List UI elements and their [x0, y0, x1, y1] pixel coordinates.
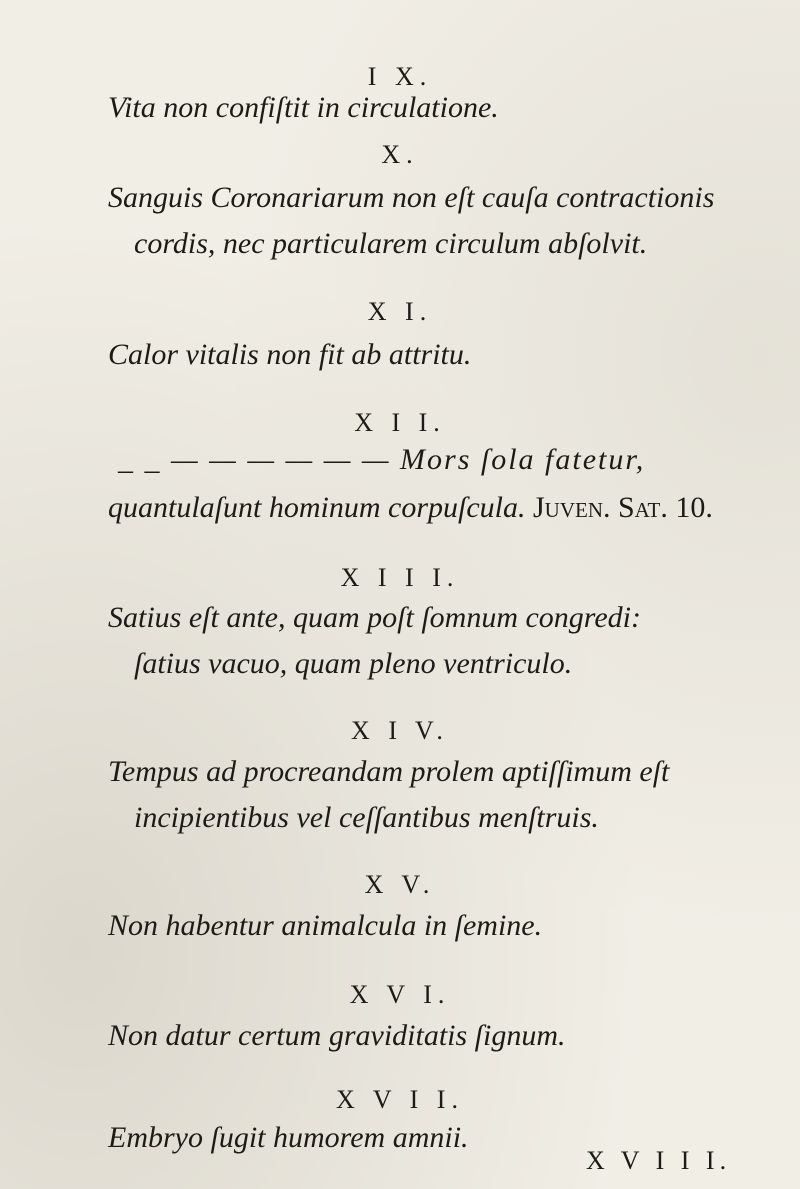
citation: Juven. Sat. 10. [532, 491, 713, 524]
section-numeral: X V. [364, 870, 436, 899]
thesis-line: Tempus ad procreandam prolem aptiſſimum eſt [108, 755, 670, 788]
thesis-line [108, 490, 713, 526]
section-numeral: X I I I. [340, 563, 460, 592]
thesis-line: _ _ — — — — — — Mors ſola fatetur, [118, 443, 646, 476]
thesis-line: incipientibus vel ceſſantibus menſtruis. [134, 801, 599, 834]
section-numeral: X. [381, 140, 419, 169]
catchword: X V I I I. [586, 1146, 732, 1175]
thesis-line: Non habentur animalcula in ſemine. [108, 909, 543, 942]
section-numeral: I X. [367, 62, 433, 91]
section-numeral: X V I I. [336, 1085, 464, 1114]
thesis-line: cordis, nec particularem circulum abſolvit. [134, 227, 648, 260]
section-numeral: X I I. [354, 408, 446, 437]
thesis-line: Embryo ſugit humorem amnii. [108, 1121, 469, 1154]
section-numeral: X I V. [351, 716, 449, 745]
thesis-line: Sanguis Coronariarum non eſt cauſa contractionis [108, 181, 715, 214]
thesis-line: Calor vitalis non fit ab attritu. [108, 338, 472, 371]
thesis-line: Satius eſt ante, quam poſt ſomnum congredi: [108, 601, 641, 634]
section-numeral: X I. [367, 297, 433, 326]
thesis-text: quantulaſunt hominum corpuſcula. [108, 491, 526, 524]
thesis-line: ſatius vacuo, quam pleno ventriculo. [134, 647, 573, 680]
section-numeral: X V I. [349, 980, 451, 1009]
thesis-line: Vita non confiſtit in circulatione. [108, 91, 499, 124]
thesis-line: Non datur certum graviditatis ſignum. [108, 1019, 566, 1052]
